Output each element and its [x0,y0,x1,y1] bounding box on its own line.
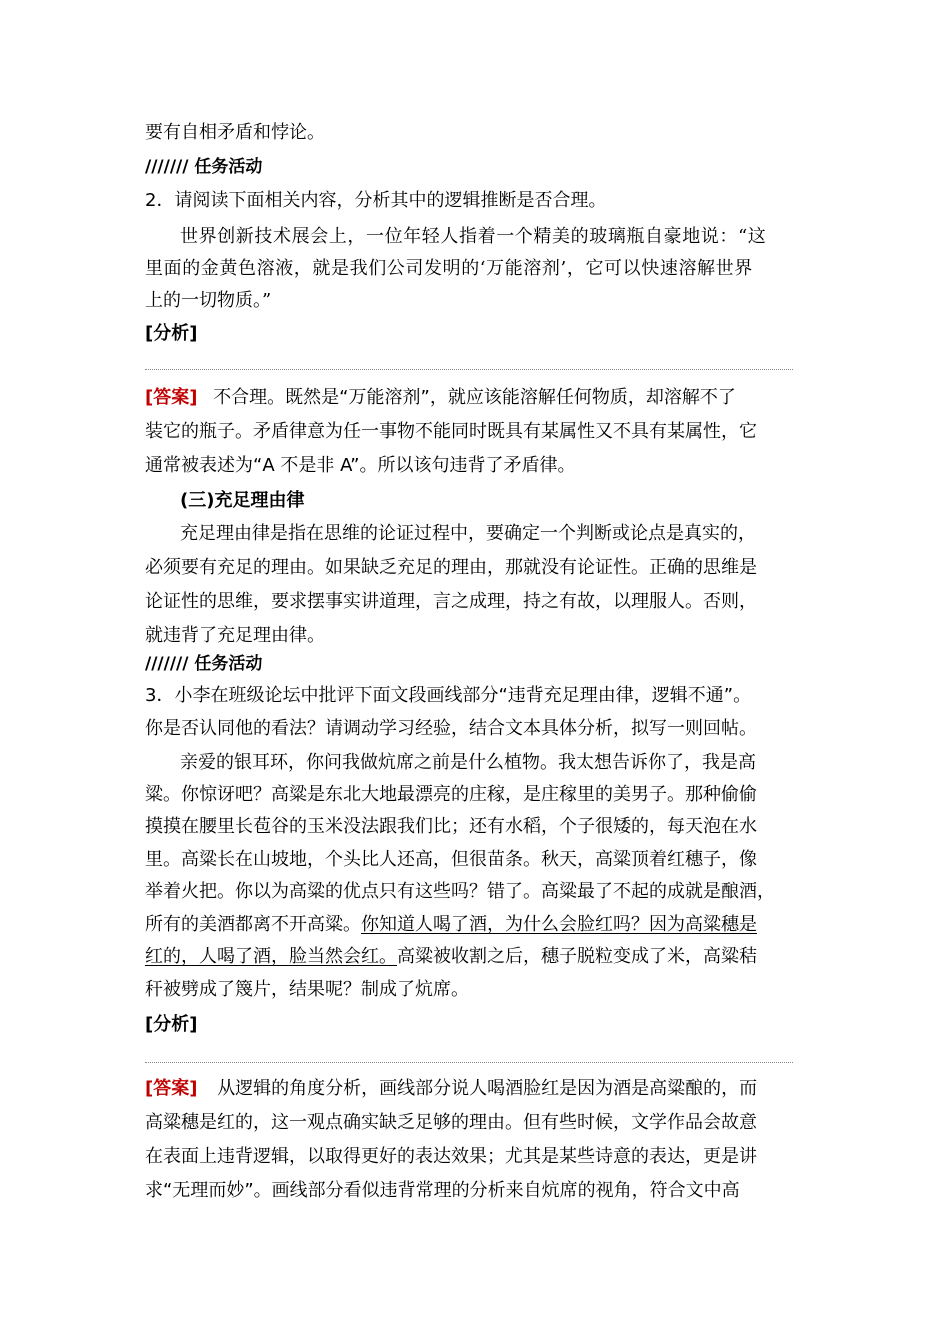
underlined-text: 红的，人喝了酒，脸当然会红。 [145,946,397,967]
analysis-label: [分析] [145,1014,198,1035]
body-line: 充足理由律是指在思维的论证过程中，要确定一个判断或论点是真实的， [180,523,756,544]
answer-line [145,1077,757,1101]
answer-text: 不合理。既然是“万能溶剂”，就应该能溶解任何物质，却溶解不了 [213,387,736,408]
underlined-text: 你知道人喝了酒，为什么会脸红吗？因为高粱穗是 [361,914,757,935]
passage-line: 里面的金黄色溶液，就是我们公司发明的‘万能溶剂’，它可以快速溶解世界 [145,258,753,279]
answer-line: 高粱穗是红的，这一观点确实缺乏足够的理由。但有些时候，文学作品会故意 [145,1112,757,1133]
body-line: 必须要有充足的理由。如果缺乏充足的理由，那就没有论证性。正确的思维是 [145,557,757,578]
passage-line: 举着火把。你以为高粱的优点只有这些吗？错了。高粱最了不起的成就是酿酒， [145,881,775,902]
answer-tag: [答案] [145,1078,198,1099]
section-heading: (三)充足理由律 [180,490,305,511]
text-line: 要有自相矛盾和悖论。 [145,122,325,143]
answer-line: 装它的瓶子。矛盾律意为任一事物不能同时既具有某属性又不具有某属性，它 [145,421,757,442]
body-line: 就违背了充足理由律。 [145,625,325,646]
question-2: 2．请阅读下面相关内容，分析其中的逻辑推断是否合理。 [145,190,607,211]
passage-line: 秆被劈成了篾片，结果呢？制成了炕席。 [145,979,469,1000]
passage-line: 里。高粱长在山坡地，个头比人还高，但很苗条。秋天，高粱顶着红穗子，像 [145,849,757,870]
answer-divider [145,369,793,370]
passage-line: 上的一切物质。” [145,290,272,311]
question-3: 你是否认同他的看法？请调动学习经验，结合文本具体分析，拟写一则回帖。 [145,718,757,739]
answer-line: 在表面上违背逻辑，以取得更好的表达效果；尤其是某些诗意的表达，更是讲 [145,1146,757,1167]
passage-text: 高粱被收割之后，穗子脱粒变成了米，高粱秸 [397,946,757,967]
task-activity-heading: /////// 任务活动 [145,157,263,177]
answer-line: 通常被表述为“A 不是非 A”。所以该句违背了矛盾律。 [145,455,576,476]
passage-line: 粱。你惊讶吧？高粱是东北大地最漂亮的庄稼，是庄稼里的美男子。那种偷偷 [145,784,757,805]
answer-tag: [答案] [145,387,198,408]
passage-line [145,945,757,969]
passage-line [145,913,757,937]
passage-line: 世界创新技术展会上，一位年轻人指着一个精美的玻璃瓶自豪地说：“这 [180,226,767,247]
passage-line: 摸摸在腰里长苞谷的玉米没法跟我们比；还有水稻，个子很矮的，每天泡在水 [145,816,757,837]
answer-text: 从逻辑的角度分析，画线部分说人喝酒脸红是因为酒是高粱酿的，而 [217,1078,758,1099]
passage-text: 所有的美酒都离不开高粱。 [145,914,361,935]
answer-divider [145,1062,793,1063]
analysis-label: [分析] [145,323,198,344]
answer-line [145,386,736,410]
question-3: 3．小李在班级论坛中批评下面文段画线部分“违背充足理由律，逻辑不通”。 [145,685,752,706]
body-line: 论证性的思维，要求摆事实讲道理，言之成理，持之有故，以理服人。否则， [145,591,757,612]
task-activity-heading: /////// 任务活动 [145,654,263,674]
answer-line: 求“无理而妙”。画线部分看似违背常理的分析来自炕席的视角，符合文中高 [145,1180,740,1201]
passage-line: 亲爱的银耳环，你问我做炕席之前是什么植物。我太想告诉你了，我是高 [180,752,756,773]
